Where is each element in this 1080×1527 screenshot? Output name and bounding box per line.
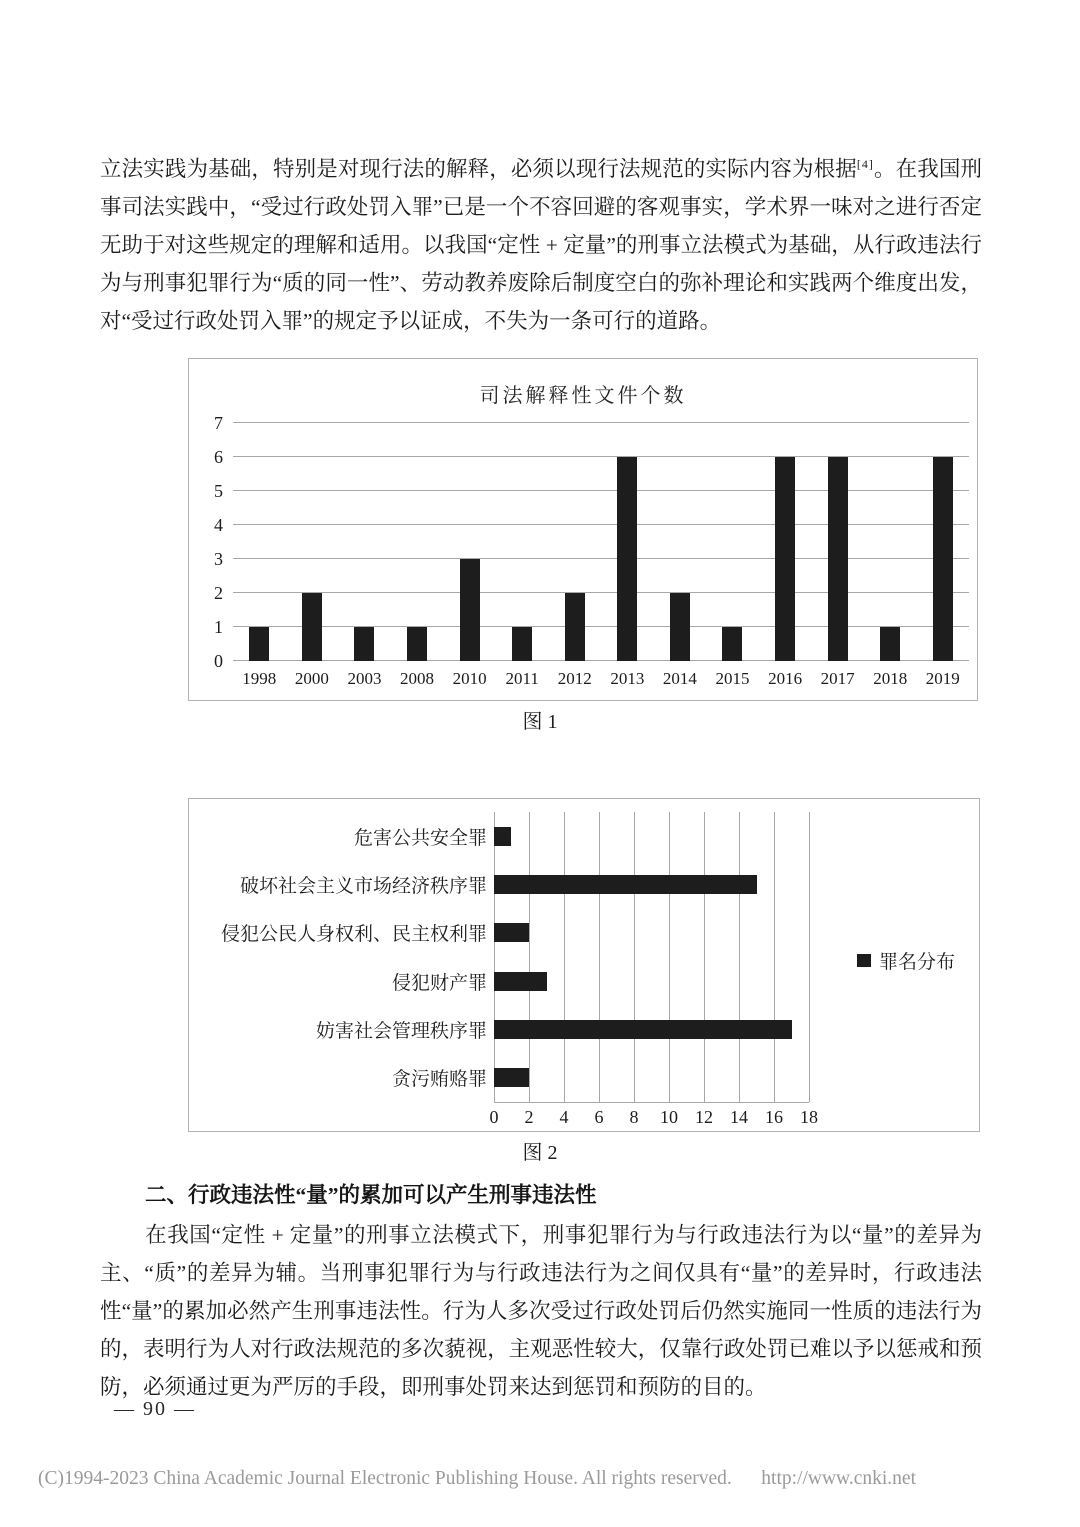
bar-row — [494, 812, 809, 860]
bar-2008 — [407, 627, 427, 661]
bar-2018 — [880, 627, 900, 661]
bar-2016 — [775, 457, 795, 661]
gridline — [809, 812, 810, 1102]
bar-column — [443, 423, 496, 661]
bar-row — [494, 1005, 809, 1053]
bar-2014 — [670, 593, 690, 661]
bar-2019 — [933, 457, 953, 661]
bar-2013 — [617, 457, 637, 661]
x-axis-tick-label: 2014 — [662, 669, 697, 688]
x-axis-tick-label: 2013 — [610, 669, 645, 688]
category-label: 破坏社会主义市场经济秩序罪 — [239, 875, 487, 897]
x-axis-tick-label: 10 — [660, 1107, 678, 1127]
bar-侵犯公民人身权利、民主权利罪 — [494, 923, 529, 942]
x-axis-tick-label: 6 — [594, 1107, 604, 1127]
bar-1998 — [249, 627, 269, 661]
x-axis-tick-label: 12 — [695, 1107, 713, 1127]
bar-column — [759, 423, 812, 661]
x-axis-tick-label: 2 — [524, 1107, 534, 1127]
y-axis-tick-label: 4 — [214, 515, 223, 536]
y-axis-tick-label: 1 — [214, 617, 223, 638]
bar-row — [494, 1054, 809, 1102]
chart2-x-axis-labels — [489, 1107, 818, 1131]
bar-column — [338, 423, 391, 661]
chart1-plot-area — [214, 413, 969, 671]
page-number: — 90 — — [114, 1398, 196, 1420]
section-heading: 二、行政违法性“量”的累加可以产生刑事违法性 — [145, 1183, 597, 1207]
chart2-plot-area — [494, 812, 809, 1103]
bar-妨害社会管理秩序罪 — [494, 1020, 792, 1039]
x-axis-tick-label: 2012 — [557, 669, 592, 688]
x-axis-tick-label: 2003 — [347, 669, 382, 688]
x-axis-tick-label: 2000 — [294, 669, 329, 688]
bar-column — [233, 423, 286, 661]
bar-column — [496, 423, 549, 661]
bar-2000 — [302, 593, 322, 661]
paragraph-2: 在我国“定性 + 定量”的刑事立法模式下，刑事犯罪行为与行政违法行为以“量”的差异为主、“质”的差异为辅。当刑事犯罪行为与行政违法行为之间仅具有“量”的差异时，行政违法性“量”的累加必然产生刑事违法性。行为人多次受过行政处罚后仍然实施同一性质的违法行为的，表明行为人对行政法规范的多次藐视，主观恶性较大，仅靠行政处罚已难以予以惩戒和预防，必须通过更为严厉的手段，即刑事处罚来达到惩罚和预防的目的。 — [100, 1223, 982, 1399]
paragraph-1 — [100, 150, 982, 340]
bar-column — [864, 423, 917, 661]
footer-copyright: (C)1994-2023 China Academic Journal Electronic Publishing House. All rights reserved. — [38, 1468, 732, 1489]
footer — [38, 1468, 916, 1490]
x-axis-tick-label: 2008 — [400, 669, 435, 688]
category-label: 侵犯财产罪 — [391, 972, 487, 994]
bar-column — [706, 423, 759, 661]
y-axis-tick-label: 6 — [214, 447, 223, 467]
chart2-category-labels — [199, 812, 487, 1102]
chart1-bars — [233, 423, 969, 661]
x-axis-tick-label: 2016 — [768, 669, 803, 688]
x-axis-tick-label: 2019 — [925, 669, 960, 688]
bar-row — [494, 860, 809, 908]
category-label: 侵犯公民人身权利、民主权利罪 — [220, 924, 487, 946]
x-axis-tick-label: 1998 — [242, 669, 277, 688]
y-axis-tick-label: 0 — [214, 651, 223, 671]
bar-column — [391, 423, 444, 661]
bar-2012 — [565, 593, 585, 661]
figure-1-chart — [188, 358, 978, 701]
bar-column — [811, 423, 864, 661]
bar-column — [286, 423, 339, 661]
footnote-marker: [4] — [856, 156, 874, 171]
chart2-bars — [494, 812, 809, 1102]
bar-column — [601, 423, 654, 661]
category-label: 贪污贿赂罪 — [391, 1069, 487, 1091]
paragraph-1-lead: 立法实践为基础，特别是对现行法的解释，必须以现行法规范的实际内容为根据 — [100, 157, 857, 181]
figure-2-caption: 图 2 — [522, 1142, 558, 1164]
bar-row — [494, 957, 809, 1005]
x-axis-tick-label: 2011 — [505, 669, 539, 688]
x-axis-tick-label: 18 — [800, 1107, 818, 1127]
y-axis-tick-label: 5 — [214, 481, 223, 501]
chart1-title: 司法解释性文件个数 — [479, 385, 687, 407]
x-axis-tick-label: 2010 — [452, 669, 487, 688]
bar-row — [494, 909, 809, 957]
y-axis-tick-label: 7 — [214, 413, 223, 433]
x-axis-tick-label: 2017 — [820, 669, 855, 688]
y-axis-tick-label: 3 — [214, 549, 223, 569]
x-axis-tick-label: 2018 — [873, 669, 908, 688]
figure-1-caption: 图 1 — [522, 711, 558, 733]
figure-2-chart — [188, 798, 980, 1132]
x-axis-tick-label: 2015 — [715, 669, 750, 688]
x-axis-tick-label: 4 — [559, 1107, 569, 1127]
bar-column — [917, 423, 970, 661]
bar-column — [654, 423, 707, 661]
category-label: 妨害社会管理秩序罪 — [315, 1020, 487, 1042]
bar-2015 — [722, 627, 742, 661]
bar-危害公共安全罪 — [494, 827, 511, 846]
bar-侵犯财产罪 — [494, 972, 547, 991]
paragraph-1-rest: 。在我国刑事司法实践中，“受过行政处罚入罪”已是一个不容回避的客观事实，学术界一味对之进行否定无助于对这些规定的理解和适用。以我国“定性 + 定量”的刑事立法模式为基础，从行政违法行为与刑事犯罪行为“质的同一性”、劳动教养废除后制度空白的弥补理论和实践两个维度出发，对“受过行政处罚入罪”的规定予以证成，不失为一条可行的道路。 — [100, 157, 982, 333]
chart1-x-axis-labels — [233, 669, 969, 689]
x-axis-tick-label: 16 — [764, 1107, 783, 1127]
x-axis-tick-label: 8 — [629, 1107, 639, 1127]
x-axis-tick-label: 14 — [730, 1107, 748, 1127]
bar-2010 — [460, 559, 480, 661]
bar-2011 — [512, 627, 532, 661]
legend-label: 罪名分布 — [879, 952, 956, 973]
x-axis-tick-label: 0 — [489, 1107, 499, 1127]
category-label: 危害公共安全罪 — [353, 827, 487, 849]
footer-url: http://www.cnki.net — [761, 1468, 916, 1489]
y-axis-tick-label: 2 — [214, 583, 223, 604]
bar-2003 — [354, 627, 374, 661]
bar-column — [548, 423, 601, 661]
bar-破坏社会主义市场经济秩序罪 — [494, 875, 757, 894]
chart2-legend — [857, 947, 955, 974]
bar-2017 — [828, 457, 848, 661]
legend-swatch-icon — [857, 954, 871, 967]
bar-贪污贿赂罪 — [494, 1068, 529, 1087]
